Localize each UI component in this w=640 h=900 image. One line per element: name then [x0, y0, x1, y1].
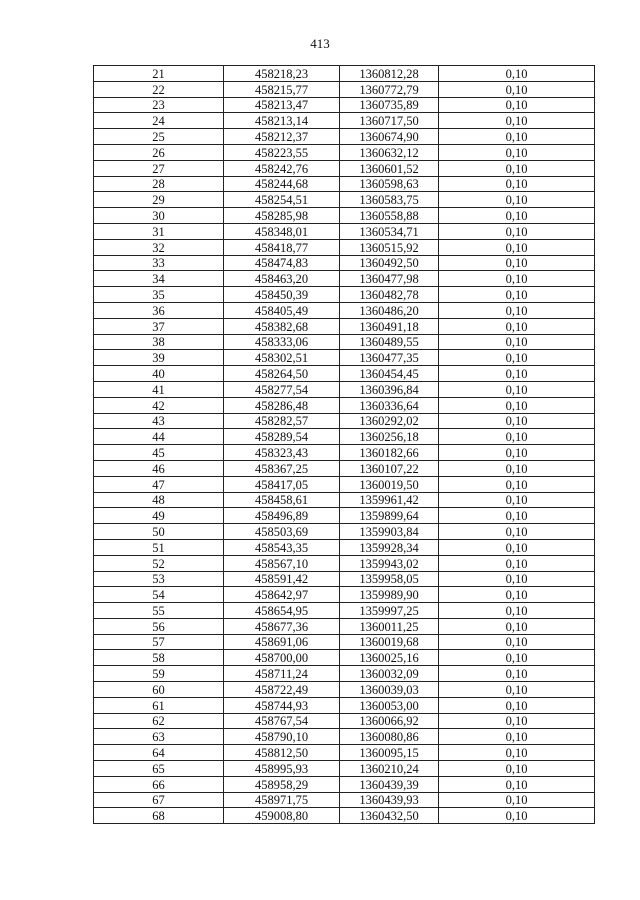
- accuracy-cell: 0,10: [439, 555, 595, 571]
- accuracy-cell: 0,10: [439, 208, 595, 224]
- x-coordinate-cell: 458285,98: [224, 208, 340, 224]
- y-coordinate-cell: 1360601,52: [340, 160, 439, 176]
- table-row: [94, 555, 595, 571]
- accuracy-cell: 0,10: [439, 476, 595, 492]
- y-coordinate-cell: 1360482,78: [340, 287, 439, 303]
- y-coordinate-cell: 1359989,90: [340, 587, 439, 603]
- accuracy-cell: 0,10: [439, 366, 595, 382]
- x-coordinate-cell: 458744,93: [224, 697, 340, 713]
- table-row: [94, 571, 595, 587]
- accuracy-cell: 0,10: [439, 682, 595, 698]
- table-row: [94, 113, 595, 129]
- point-number-cell: 41: [94, 381, 224, 397]
- x-coordinate-cell: 458367,25: [224, 460, 340, 476]
- x-coordinate-cell: 458382,68: [224, 318, 340, 334]
- x-coordinate-cell: 458277,54: [224, 381, 340, 397]
- x-coordinate-cell: 459008,80: [224, 808, 340, 824]
- accuracy-cell: 0,10: [439, 318, 595, 334]
- accuracy-cell: 0,10: [439, 650, 595, 666]
- x-coordinate-cell: 458215,77: [224, 81, 340, 97]
- accuracy-cell: 0,10: [439, 460, 595, 476]
- x-coordinate-cell: 458213,14: [224, 113, 340, 129]
- table-row: [94, 366, 595, 382]
- accuracy-cell: 0,10: [439, 287, 595, 303]
- point-number-cell: 43: [94, 413, 224, 429]
- y-coordinate-cell: 1360534,71: [340, 223, 439, 239]
- y-coordinate-cell: 1360432,50: [340, 808, 439, 824]
- table-row: [94, 713, 595, 729]
- accuracy-cell: 0,10: [439, 413, 595, 429]
- accuracy-cell: 0,10: [439, 223, 595, 239]
- x-coordinate-cell: 458218,23: [224, 66, 340, 82]
- accuracy-cell: 0,10: [439, 713, 595, 729]
- accuracy-cell: 0,10: [439, 776, 595, 792]
- point-number-cell: 24: [94, 113, 224, 129]
- table-row: [94, 492, 595, 508]
- page-number: 413: [310, 36, 330, 51]
- y-coordinate-cell: 1360477,98: [340, 271, 439, 287]
- point-number-cell: 54: [94, 587, 224, 603]
- point-number-cell: 30: [94, 208, 224, 224]
- point-number-cell: 57: [94, 634, 224, 650]
- accuracy-cell: 0,10: [439, 587, 595, 603]
- point-number-cell: 51: [94, 539, 224, 555]
- accuracy-cell: 0,10: [439, 129, 595, 145]
- coordinates-table: [93, 65, 595, 824]
- table-row: [94, 350, 595, 366]
- point-number-cell: 21: [94, 66, 224, 82]
- x-coordinate-cell: 458213,47: [224, 97, 340, 113]
- accuracy-cell: 0,10: [439, 192, 595, 208]
- x-coordinate-cell: 458642,97: [224, 587, 340, 603]
- accuracy-cell: 0,10: [439, 81, 595, 97]
- x-coordinate-cell: 458496,89: [224, 508, 340, 524]
- table-row: [94, 129, 595, 145]
- accuracy-cell: 0,10: [439, 666, 595, 682]
- x-coordinate-cell: 458254,51: [224, 192, 340, 208]
- point-number-cell: 27: [94, 160, 224, 176]
- x-coordinate-cell: 458405,49: [224, 302, 340, 318]
- y-coordinate-cell: 1360396,84: [340, 381, 439, 397]
- table-row: [94, 460, 595, 476]
- x-coordinate-cell: 458543,35: [224, 539, 340, 555]
- accuracy-cell: 0,10: [439, 176, 595, 192]
- point-number-cell: 59: [94, 666, 224, 682]
- table-row: [94, 334, 595, 350]
- point-number-cell: 32: [94, 239, 224, 255]
- accuracy-cell: 0,10: [439, 255, 595, 271]
- x-coordinate-cell: 458591,42: [224, 571, 340, 587]
- point-number-cell: 28: [94, 176, 224, 192]
- table-row: [94, 287, 595, 303]
- y-coordinate-cell: 1360558,88: [340, 208, 439, 224]
- x-coordinate-cell: 458450,39: [224, 287, 340, 303]
- x-coordinate-cell: 458654,95: [224, 603, 340, 619]
- y-coordinate-cell: 1360717,50: [340, 113, 439, 129]
- point-number-cell: 62: [94, 713, 224, 729]
- table-row: [94, 682, 595, 698]
- x-coordinate-cell: 458790,10: [224, 729, 340, 745]
- table-row: [94, 429, 595, 445]
- point-number-cell: 66: [94, 776, 224, 792]
- x-coordinate-cell: 458458,61: [224, 492, 340, 508]
- accuracy-cell: 0,10: [439, 603, 595, 619]
- point-number-cell: 31: [94, 223, 224, 239]
- accuracy-cell: 0,10: [439, 508, 595, 524]
- accuracy-cell: 0,10: [439, 539, 595, 555]
- accuracy-cell: 0,10: [439, 618, 595, 634]
- x-coordinate-cell: 458700,00: [224, 650, 340, 666]
- point-number-cell: 58: [94, 650, 224, 666]
- x-coordinate-cell: 458264,50: [224, 366, 340, 382]
- table-row: [94, 808, 595, 824]
- accuracy-cell: 0,10: [439, 571, 595, 587]
- table-row: [94, 208, 595, 224]
- accuracy-cell: 0,10: [439, 381, 595, 397]
- x-coordinate-cell: 458995,93: [224, 761, 340, 777]
- point-number-cell: 55: [94, 603, 224, 619]
- table-row: [94, 792, 595, 808]
- table-row: [94, 66, 595, 82]
- x-coordinate-cell: 458244,68: [224, 176, 340, 192]
- y-coordinate-cell: 1360812,28: [340, 66, 439, 82]
- y-coordinate-cell: 1360598,63: [340, 176, 439, 192]
- point-number-cell: 53: [94, 571, 224, 587]
- x-coordinate-cell: 458767,54: [224, 713, 340, 729]
- accuracy-cell: 0,10: [439, 634, 595, 650]
- point-number-cell: 56: [94, 618, 224, 634]
- accuracy-cell: 0,10: [439, 239, 595, 255]
- point-number-cell: 67: [94, 792, 224, 808]
- x-coordinate-cell: 458323,43: [224, 445, 340, 461]
- accuracy-cell: 0,10: [439, 429, 595, 445]
- y-coordinate-cell: 1359961,42: [340, 492, 439, 508]
- point-number-cell: 36: [94, 302, 224, 318]
- table-row: [94, 587, 595, 603]
- y-coordinate-cell: 1360095,15: [340, 745, 439, 761]
- y-coordinate-cell: 1360011,25: [340, 618, 439, 634]
- x-coordinate-cell: 458223,55: [224, 144, 340, 160]
- table-row: [94, 413, 595, 429]
- accuracy-cell: 0,10: [439, 729, 595, 745]
- y-coordinate-cell: 1360019,50: [340, 476, 439, 492]
- accuracy-cell: 0,10: [439, 745, 595, 761]
- point-number-cell: 45: [94, 445, 224, 461]
- point-number-cell: 22: [94, 81, 224, 97]
- x-coordinate-cell: 458418,77: [224, 239, 340, 255]
- point-number-cell: 47: [94, 476, 224, 492]
- point-number-cell: 64: [94, 745, 224, 761]
- y-coordinate-cell: 1360039,03: [340, 682, 439, 698]
- accuracy-cell: 0,10: [439, 761, 595, 777]
- x-coordinate-cell: 458691,06: [224, 634, 340, 650]
- table-row: [94, 239, 595, 255]
- x-coordinate-cell: 458677,36: [224, 618, 340, 634]
- y-coordinate-cell: 1359958,05: [340, 571, 439, 587]
- x-coordinate-cell: 458971,75: [224, 792, 340, 808]
- table-row: [94, 192, 595, 208]
- accuracy-cell: 0,10: [439, 334, 595, 350]
- y-coordinate-cell: 1359903,84: [340, 524, 439, 540]
- accuracy-cell: 0,10: [439, 492, 595, 508]
- accuracy-cell: 0,10: [439, 302, 595, 318]
- table-row: [94, 745, 595, 761]
- y-coordinate-cell: 1360182,66: [340, 445, 439, 461]
- y-coordinate-cell: 1359943,02: [340, 555, 439, 571]
- x-coordinate-cell: 458212,37: [224, 129, 340, 145]
- table-row: [94, 381, 595, 397]
- accuracy-cell: 0,10: [439, 697, 595, 713]
- x-coordinate-cell: 458567,10: [224, 555, 340, 571]
- y-coordinate-cell: 1360632,12: [340, 144, 439, 160]
- table-row: [94, 729, 595, 745]
- table-row: [94, 618, 595, 634]
- table-row: [94, 476, 595, 492]
- y-coordinate-cell: 1360292,02: [340, 413, 439, 429]
- y-coordinate-cell: 1360025,16: [340, 650, 439, 666]
- point-number-cell: 26: [94, 144, 224, 160]
- table-row: [94, 650, 595, 666]
- x-coordinate-cell: 458282,57: [224, 413, 340, 429]
- table-row: [94, 524, 595, 540]
- y-coordinate-cell: 1360489,55: [340, 334, 439, 350]
- table-row: [94, 666, 595, 682]
- y-coordinate-cell: 1360491,18: [340, 318, 439, 334]
- y-coordinate-cell: 1359899,64: [340, 508, 439, 524]
- accuracy-cell: 0,10: [439, 808, 595, 824]
- y-coordinate-cell: 1360032,09: [340, 666, 439, 682]
- x-coordinate-cell: 458474,83: [224, 255, 340, 271]
- point-number-cell: 40: [94, 366, 224, 382]
- point-number-cell: 39: [94, 350, 224, 366]
- table-row: [94, 508, 595, 524]
- table-row: [94, 271, 595, 287]
- point-number-cell: 35: [94, 287, 224, 303]
- x-coordinate-cell: 458503,69: [224, 524, 340, 540]
- accuracy-cell: 0,10: [439, 144, 595, 160]
- x-coordinate-cell: 458958,29: [224, 776, 340, 792]
- y-coordinate-cell: 1360256,18: [340, 429, 439, 445]
- point-number-cell: 25: [94, 129, 224, 145]
- x-coordinate-cell: 458812,50: [224, 745, 340, 761]
- point-number-cell: 29: [94, 192, 224, 208]
- x-coordinate-cell: 458463,20: [224, 271, 340, 287]
- table-row: [94, 539, 595, 555]
- y-coordinate-cell: 1359997,25: [340, 603, 439, 619]
- x-coordinate-cell: 458333,06: [224, 334, 340, 350]
- y-coordinate-cell: 1360336,64: [340, 397, 439, 413]
- accuracy-cell: 0,10: [439, 271, 595, 287]
- point-number-cell: 34: [94, 271, 224, 287]
- table-row: [94, 761, 595, 777]
- y-coordinate-cell: 1360583,75: [340, 192, 439, 208]
- point-number-cell: 37: [94, 318, 224, 334]
- x-coordinate-cell: 458302,51: [224, 350, 340, 366]
- accuracy-cell: 0,10: [439, 66, 595, 82]
- point-number-cell: 68: [94, 808, 224, 824]
- y-coordinate-cell: 1360439,39: [340, 776, 439, 792]
- point-number-cell: 63: [94, 729, 224, 745]
- table-row: [94, 318, 595, 334]
- table-row: [94, 603, 595, 619]
- point-number-cell: 50: [94, 524, 224, 540]
- accuracy-cell: 0,10: [439, 445, 595, 461]
- x-coordinate-cell: 458417,05: [224, 476, 340, 492]
- table-row: [94, 776, 595, 792]
- table-row: [94, 634, 595, 650]
- x-coordinate-cell: 458711,24: [224, 666, 340, 682]
- point-number-cell: 65: [94, 761, 224, 777]
- x-coordinate-cell: 458348,01: [224, 223, 340, 239]
- x-coordinate-cell: 458722,49: [224, 682, 340, 698]
- point-number-cell: 60: [94, 682, 224, 698]
- y-coordinate-cell: 1360492,50: [340, 255, 439, 271]
- table-row: [94, 223, 595, 239]
- y-coordinate-cell: 1360735,89: [340, 97, 439, 113]
- point-number-cell: 52: [94, 555, 224, 571]
- x-coordinate-cell: 458242,76: [224, 160, 340, 176]
- point-number-cell: 42: [94, 397, 224, 413]
- y-coordinate-cell: 1360107,22: [340, 460, 439, 476]
- point-number-cell: 44: [94, 429, 224, 445]
- y-coordinate-cell: 1360772,79: [340, 81, 439, 97]
- table-row: [94, 176, 595, 192]
- y-coordinate-cell: 1360486,20: [340, 302, 439, 318]
- point-number-cell: 23: [94, 97, 224, 113]
- table-row: [94, 144, 595, 160]
- accuracy-cell: 0,10: [439, 160, 595, 176]
- y-coordinate-cell: 1360515,92: [340, 239, 439, 255]
- table-row: [94, 81, 595, 97]
- table-row: [94, 160, 595, 176]
- point-number-cell: 46: [94, 460, 224, 476]
- point-number-cell: 49: [94, 508, 224, 524]
- y-coordinate-cell: 1360477,35: [340, 350, 439, 366]
- accuracy-cell: 0,10: [439, 97, 595, 113]
- y-coordinate-cell: 1360674,90: [340, 129, 439, 145]
- point-number-cell: 48: [94, 492, 224, 508]
- accuracy-cell: 0,10: [439, 397, 595, 413]
- accuracy-cell: 0,10: [439, 524, 595, 540]
- table-row: [94, 445, 595, 461]
- table-row: [94, 302, 595, 318]
- accuracy-cell: 0,10: [439, 792, 595, 808]
- y-coordinate-cell: 1360080,86: [340, 729, 439, 745]
- point-number-cell: 33: [94, 255, 224, 271]
- point-number-cell: 38: [94, 334, 224, 350]
- table-row: [94, 697, 595, 713]
- table-row: [94, 397, 595, 413]
- y-coordinate-cell: 1360439,93: [340, 792, 439, 808]
- y-coordinate-cell: 1360019,68: [340, 634, 439, 650]
- y-coordinate-cell: 1359928,34: [340, 539, 439, 555]
- y-coordinate-cell: 1360066,92: [340, 713, 439, 729]
- y-coordinate-cell: 1360053,00: [340, 697, 439, 713]
- accuracy-cell: 0,10: [439, 113, 595, 129]
- x-coordinate-cell: 458289,54: [224, 429, 340, 445]
- y-coordinate-cell: 1360210,24: [340, 761, 439, 777]
- coordinates-table-body: [94, 66, 595, 824]
- table-row: [94, 255, 595, 271]
- accuracy-cell: 0,10: [439, 350, 595, 366]
- point-number-cell: 61: [94, 697, 224, 713]
- x-coordinate-cell: 458286,48: [224, 397, 340, 413]
- y-coordinate-cell: 1360454,45: [340, 366, 439, 382]
- table-row: [94, 97, 595, 113]
